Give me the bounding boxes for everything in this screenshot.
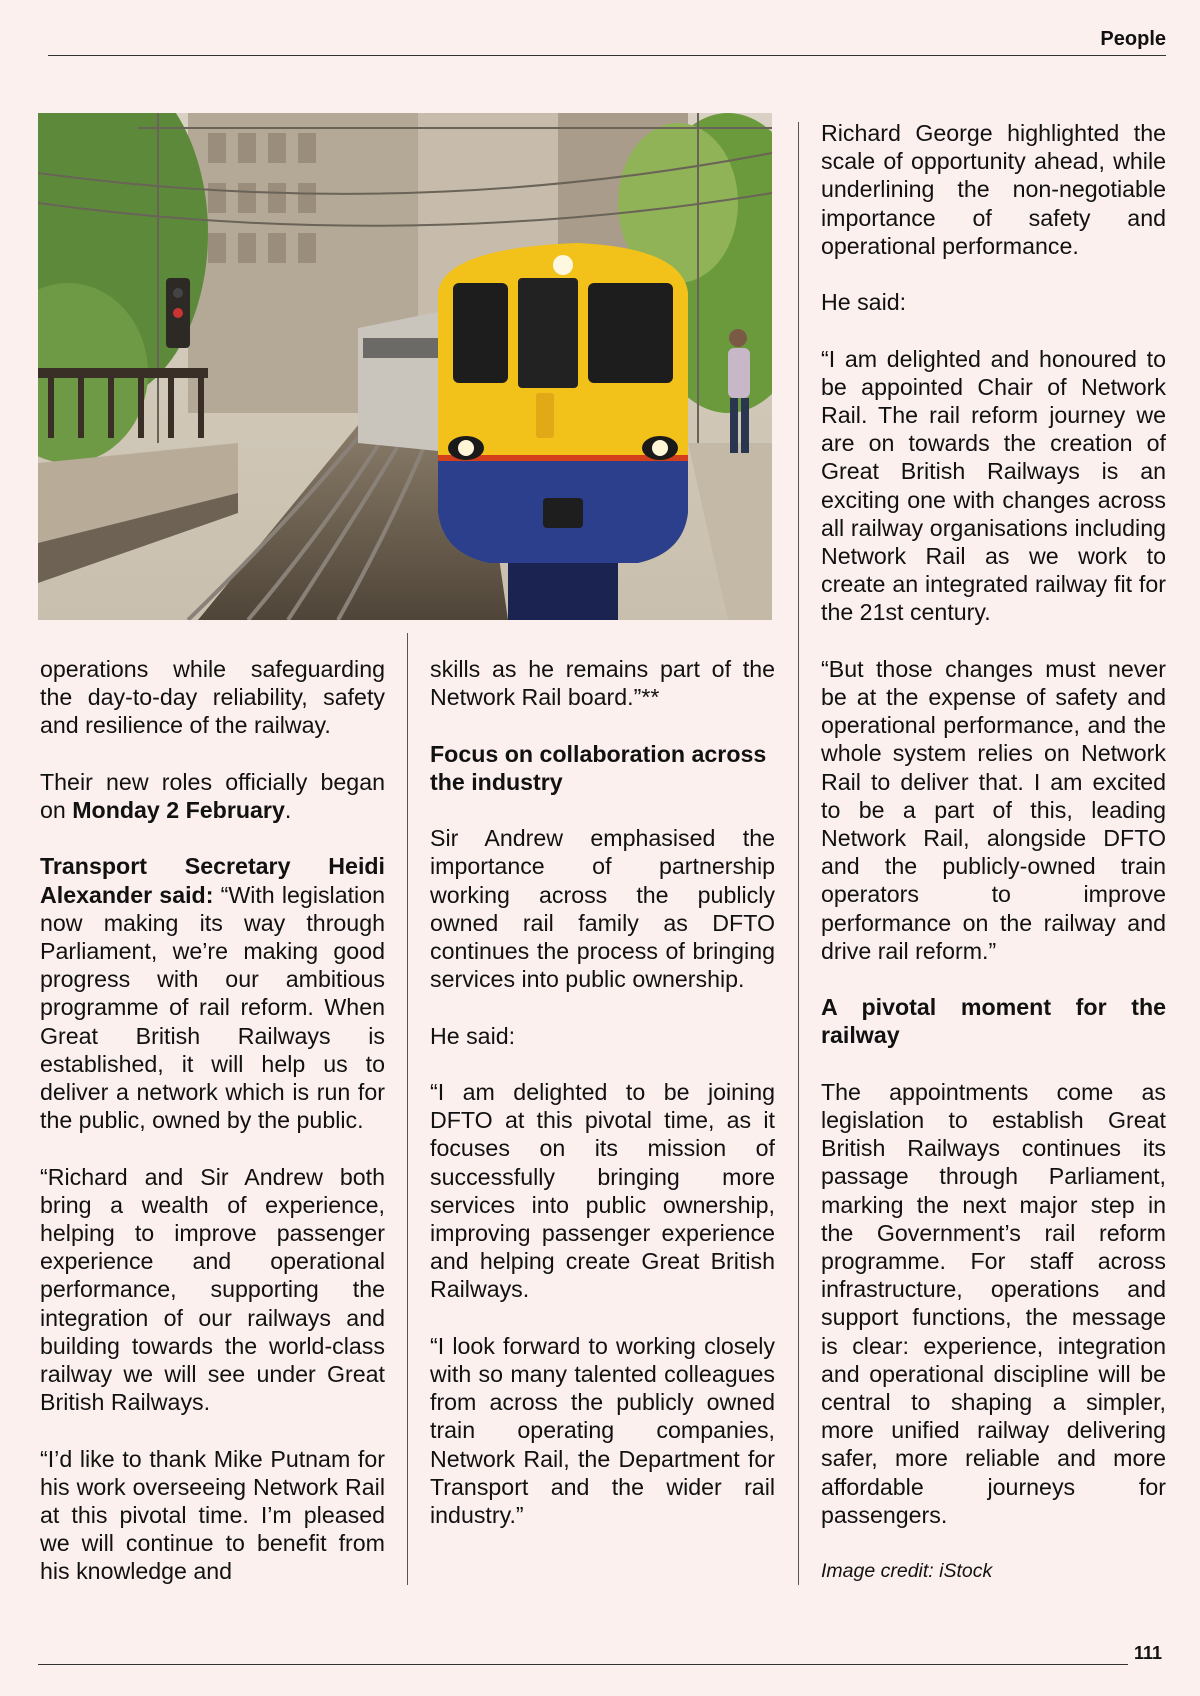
paragraph: The appointments come as legislation to establish Great British Railways continues its passage through Parliament, marking the next major step in the Government’s rail reform programme. For staff across infrastructure, operations and support functions, the message is clear: experience, integration and operational discipline will be central to shaping a simpler, more unified railway delivering safer, more reliable and more affordable journeys for passengers. xyxy=(821,1078,1166,1528)
subheading: A pivotal moment for the railway xyxy=(821,994,1166,1049)
start-date: Monday 2 February xyxy=(72,797,285,823)
image-credit: Image credit: iStock xyxy=(821,1560,993,1583)
paragraph: “I look forward to working closely with so many talented colleagues from across the publicly owned train operating companies, Network Rail, the Department for Transport and the wider rail industry.” xyxy=(430,1332,775,1529)
speaker-attribution: Transport Secretary Heidi Alexander said: xyxy=(40,853,385,908)
column-divider xyxy=(798,122,799,1585)
quote-text: “With legislation now making its way through Parliament, we’re making good progress with our ambitious programme of rail reform. When Great British Railways is established, it will help us to deliver a network which is run for the public, owned by the public. xyxy=(40,881,385,1134)
paragraph: Sir Andrew emphasised the importance of partnership working across the publicly owned rail family as DFTO continues the process of bringing services into public ownership. xyxy=(430,825,775,993)
paragraph: “Richard and Sir Andrew both bring a wealth of experience, helping to improve passenger experience and operational performance, supporting the integration of our railways and building towards the world-class railway we will see under Great British Railways. xyxy=(40,1163,385,1416)
punctuation: . xyxy=(284,797,292,823)
article-column-3 xyxy=(821,119,1166,1585)
paragraph: “I am delighted and honoured to be appointed Chair of Network Rail. The rail reform journey we are on towards the creation of Great British Railways is an exciting one with changes across all railway organisations including Network Rail as we work to create an integrated railway fit for the 21st century. xyxy=(821,345,1166,626)
paragraph: He said: xyxy=(430,1022,516,1049)
subheading: Focus on collaboration across the industry xyxy=(430,740,767,795)
footer-divider xyxy=(38,1664,1128,1665)
paragraph-text: Their new roles officially began on xyxy=(40,768,385,823)
paragraph: Richard George highlighted the scale of opportunity ahead, while underlining the non-negotiable importance of safety and operational performance. xyxy=(821,120,1166,259)
header-divider xyxy=(48,55,1166,56)
paragraph: “I am delighted to be joining DFTO at this pivotal time, as it focuses on its mission of successfully bringing more services into public ownership, improving passenger experience and helping create Great British Railways. xyxy=(430,1078,775,1303)
column-divider xyxy=(407,633,408,1585)
page-number: 111 xyxy=(1133,1643,1162,1663)
article-column-2 xyxy=(430,655,775,1529)
paragraph: skills as he remains part of the Network Rail board.”** xyxy=(430,656,775,711)
paragraph: “I’d like to thank Mike Putnam for his work overseeing Network Rail at this pivotal time. I’m pleased we will continue to benefit from his knowledge and xyxy=(40,1445,385,1585)
train-photo xyxy=(38,113,772,620)
paragraph: He said: xyxy=(821,289,907,316)
paragraph xyxy=(40,852,385,1134)
section-label: People xyxy=(1100,28,1166,50)
paragraph: operations while safeguarding the day-to-day reliability, safety and resilience of the railway. xyxy=(40,656,385,739)
paragraph xyxy=(40,768,385,824)
article-column-1 xyxy=(40,655,385,1586)
paragraph: “But those changes must never be at the expense of safety and operational performance, and the whole system relies on Network Rail to deliver that. I am excited to be a part of this, leading Network Rail, alongside DFTO and the publicly-owned train operators to improve performance on the railway and drive rail reform.” xyxy=(821,655,1166,964)
